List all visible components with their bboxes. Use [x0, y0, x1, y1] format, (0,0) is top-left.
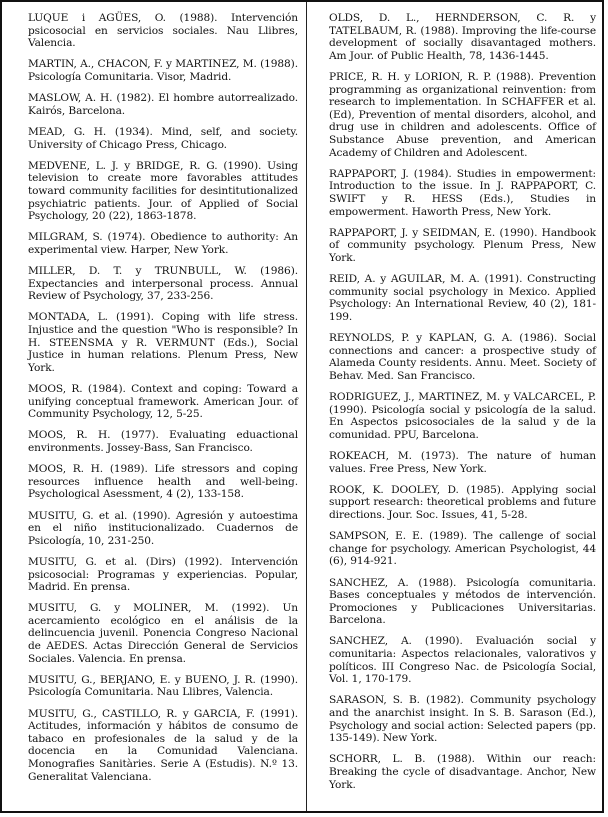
reference-entry: LUQUE i AGÜES, O. (1988). Intervención psicosocial en servicios sociales. Nau Llibres, Valencia. — [28, 12, 298, 50]
reference-entry: SAMPSON, E. E. (1989). The callenge of social change for psychology. American Psychologist, 44 (6), 914-921. — [329, 530, 596, 568]
reference-entry: MOOS, R. H. (1977). Evaluating eduactional environments. Jossey-Bass, San Francisco. — [28, 429, 298, 454]
reference-entry: MARTIN, A., CHACON, F. y MARTINEZ, M. (1988). Psicología Comunitaria. Visor, Madrid. — [28, 58, 298, 83]
reference-entry: RAPPAPORT, J. (1984). Studies in empowerment: Introduction to the issue. In J. RAPPAPORT, C. SWIFT y R. HESS (Eds.), Studies in empowerment. Haworth Press, New York. — [329, 167, 596, 218]
reference-entry: RAPPAPORT, J. y SEIDMAN, E. (1990). Handbook of community psychology. Plenum Press, New York. — [329, 226, 596, 264]
reference-entry: MOOS, R. (1984). Context and coping: Toward a unifying conceptual framework. American Jour. of Community Psychology, 12, 5-25. — [28, 383, 298, 421]
reference-entry: MUSITU, G. et al. (1990). Agresión y autoestima en el niño institucionalizado. Cuadernos de Psicología, 10, 231-250. — [28, 509, 298, 547]
reference-entry: OLDS, D. L., HERNDERSON, C. R. y TATELBAUM, R. (1988). Improving the life-course development of socially disavantaged mothers. Am Jour. of Public Health, 78, 1436-1445. — [329, 12, 596, 62]
reference-entry: SANCHEZ, A. (1990). Evaluación social y comunitaria: Aspectos relacionales, valorativos y políticos. III Congreso Nac. de Psicología Social, Vol. 1, 170-179. — [329, 635, 596, 686]
reference-entry: ROKEACH, M. (1973). The nature of human values. Free Press, New York. — [329, 449, 596, 475]
reference-entry: MUSITU, G., CASTILLO, R. y GARCIA, F. (1991). Actitudes, información y hábitos de consumo de tabaco en profesionales de la salud y de la docencia en la Comunidad Valenciana. Monografies Sanitàries. Serie A (Estudis). N.º 13. Generalitat Valenciana. — [28, 707, 298, 783]
reference-entry: MEDVENE, L. J. y BRIDGE, R. G. (1990). Using television to create more favorables attitudes toward community facilities for desintitutionalized psychiatric patients. Jour. of Applied of Social Psychology, 20 (22), 1863-1878. — [28, 159, 298, 223]
reference-entry: MUSITU, G., BERJANO, E. y BUENO, J. R. (1990). Psicología Comunitaria. Nau Llibres, Valencia. — [28, 673, 298, 699]
reference-entry: SANCHEZ, A. (1988). Psicología comunitaria. Bases conceptuales y métodos de intervención. Promociones y Publicaciones Universitarias. Barcelona. — [329, 576, 596, 627]
reference-entry: MUSITU, G. et al. (Dirs) (1992). Intervención psicosocial: Programas y experiencias. Popular, Madrid. En prensa. — [28, 555, 298, 594]
reference-entry: RODRIGUEZ, J., MARTINEZ, M. y VALCARCEL, P. (1990). Psicología social y psicología de la salud. En Aspectos psicosociales de la salud y de la comunidad. PPU, Barcelona. — [329, 391, 596, 441]
reference-entry: SCHORR, L. B. (1988). Within our reach: Breaking the cycle of disadvantage. Anchor, New York. — [329, 753, 596, 791]
reference-entry: MILLER, D. T. y TRUNBULL, W. (1986). Expectancies and interpersonal process. Annual Review of Psychology, 37, 233-256. — [28, 265, 298, 303]
reference-entry: MEAD, G. H. (1934). Mind, self, and society. University of Chicago Press, Chicago. — [28, 125, 298, 151]
reference-entry: REID, A. y AGUILAR, M. A. (1991). Constructing community social psychology in Mexico. Applied Psychology: An International Review, 40 (2), 181-199. — [329, 273, 596, 323]
reference-entry: PRICE, R. H. y LORION, R. P. (1988). Prevention programming as organizational reinvention: from research to implementation. In SCHAFFER et al. (Ed), Prevention of mental disorders, alcohol, and drug use in children and adolescents. Office of Substance Abuse prevention, and American Academy of Children and Adolescent. — [329, 70, 596, 159]
reference-entry: MILGRAM, S. (1974). Obedience to authority: An experimental view. Harper, New York. — [28, 231, 298, 256]
reference-entry: REYNOLDS, P. y KAPLAN, G. A. (1986). Social connections and cancer: a prospective study of Alameda County residents. Annu. Meet. Society of Behav. Med. San Francisco. — [329, 332, 596, 382]
right-column — [307, 2, 604, 811]
reference-entry: MOOS, R. H. (1989). Life stressors and coping resources influence health and well-being. Psychological Asessment, 4 (2), 133-158. — [28, 463, 298, 501]
reference-entry: SARASON, S. B. (1982). Community psychology and the anarchist insight. In S. B. Sarason (Ed.), Psychology and social action: Selected papers (pp. 135-149). New York. — [329, 694, 596, 745]
reference-entry: ROOK, K. DOOLEY, D. (1985). Applying social support research: theoretical problems and future directions. Jour. Soc. Issues, 41, 5-28. — [329, 483, 596, 521]
reference-entry: MONTADA, L. (1991). Coping with life stress. Injustice and the question "Who is responsible? In H. STEENSMA y R. VERMUNT (Eds.), Social Justice in human relations. Plenum Press, New York. — [28, 311, 298, 374]
reference-entry: MUSITU, G. y MOLINER, M. (1992). Un acercamiento ecológico en el análisis de la delincuencia juvenil. Ponencia Congreso Nacional de AEDES. Actas Dirección General de Servicios Sociales. Valencia. En prensa. — [28, 602, 298, 665]
left-column — [2, 2, 307, 811]
reference-entry: MASLOW, A. H. (1982). El hombre autorrealizado. Kairós, Barcelona. — [28, 92, 298, 117]
